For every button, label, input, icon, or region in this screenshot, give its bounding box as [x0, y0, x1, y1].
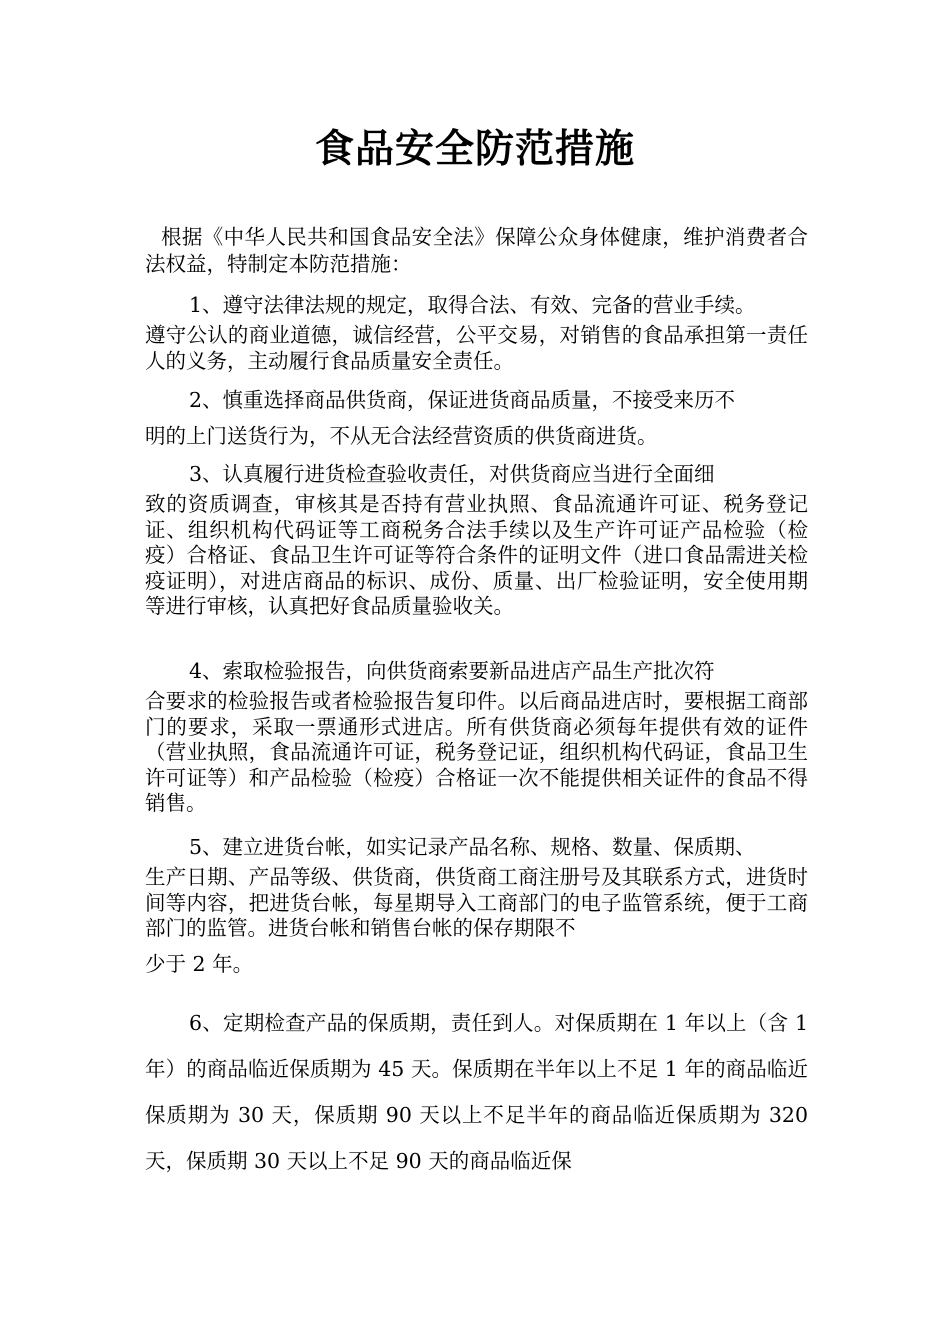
paragraph-5	[145, 829, 808, 982]
paragraph-2-first-line: 2、慎重选择商品供货商，保证进货商品质量，不接受来历不	[189, 388, 736, 412]
paragraph-3	[145, 456, 808, 620]
paragraph-4	[145, 653, 808, 817]
paragraph-2-rest: 明的上门送货行为，不从无合法经营资质的供货商进货。	[145, 424, 658, 448]
paragraph-2	[145, 382, 808, 454]
paragraph-1	[145, 287, 808, 374]
paragraph-5-middle: 生产日期、产品等级、供货商，供货商工商注册号及其联系方式，进货时间等内容，把进货台帐，每星期导入工商部门的电子监管系统，便于工商部门的监管。进货台帐和销售台帐的保存期限不	[145, 865, 808, 940]
paragraph-4-rest: 合要求的检验报告或者检验报告复印件。以后商品进店时，要根据工商部门的要求，采取一票通形式进店。所有供货商必须每年提供有效的证件（营业执照，食品流通许可证，税务登记证，组织机构代码证，食品卫生许可证等）和产品检验（检疫）合格证一次不能提供相关证件的食品不得销售。	[145, 689, 808, 815]
paragraph-1-rest: 遵守公认的商业道德，诚信经营，公平交易，对销售的食品承担第一责任人的义务，主动履行食品质量安全责任。	[145, 323, 808, 373]
paragraph-3-rest: 致的资质调查，审核其是否持有营业执照、食品流通许可证、税务登记证、组织机构代码证等工商税务合法手续以及生产许可证产品检验（检疫）合格证、食品卫生许可证等符合条件的证明文件（进口食品需进关检疫证明），对进店商品的标识、成份、质量、出厂检验证明，安全使用期等进行审核，认真把好食品质量验收关。	[145, 492, 808, 618]
paragraph-4-first-line: 4、索取检验报告，向供货商索要新品进店产品生产批次符	[189, 659, 715, 683]
intro-paragraph: 根据《中华人民共和国食品安全法》保障公众身体健康，维护消费者合法权益，特制定本防范措施：	[145, 225, 808, 276]
paragraph-5-first-line: 5、建立进货台帐，如实记录产品名称、规格、数量、保质期、	[189, 835, 756, 859]
paragraph-5-last-line: 少于 2 年。	[145, 951, 254, 976]
paragraph-3-first-line: 3、认真履行进货检查验收责任，对供货商应当进行全面细	[189, 462, 715, 486]
document-title: 食品安全防范措施	[314, 127, 635, 172]
paragraph-1-first-line: 1、遵守法律法规的规定，取得合法、有效、完备的营业手续。	[189, 293, 756, 317]
paragraph-6: 6、定期检查产品的保质期，责任到人。对保质期在 1 年以上（含 1 年）的商品临近保质期为 45 天。保质期在半年以上不足 1 年的商品临近保质期为 30 天，保质期 90 天以上不足半年的商品临近保质期为 320 天，保质期 30 天以上不足 90 天的商品临近保	[145, 1011, 808, 1173]
